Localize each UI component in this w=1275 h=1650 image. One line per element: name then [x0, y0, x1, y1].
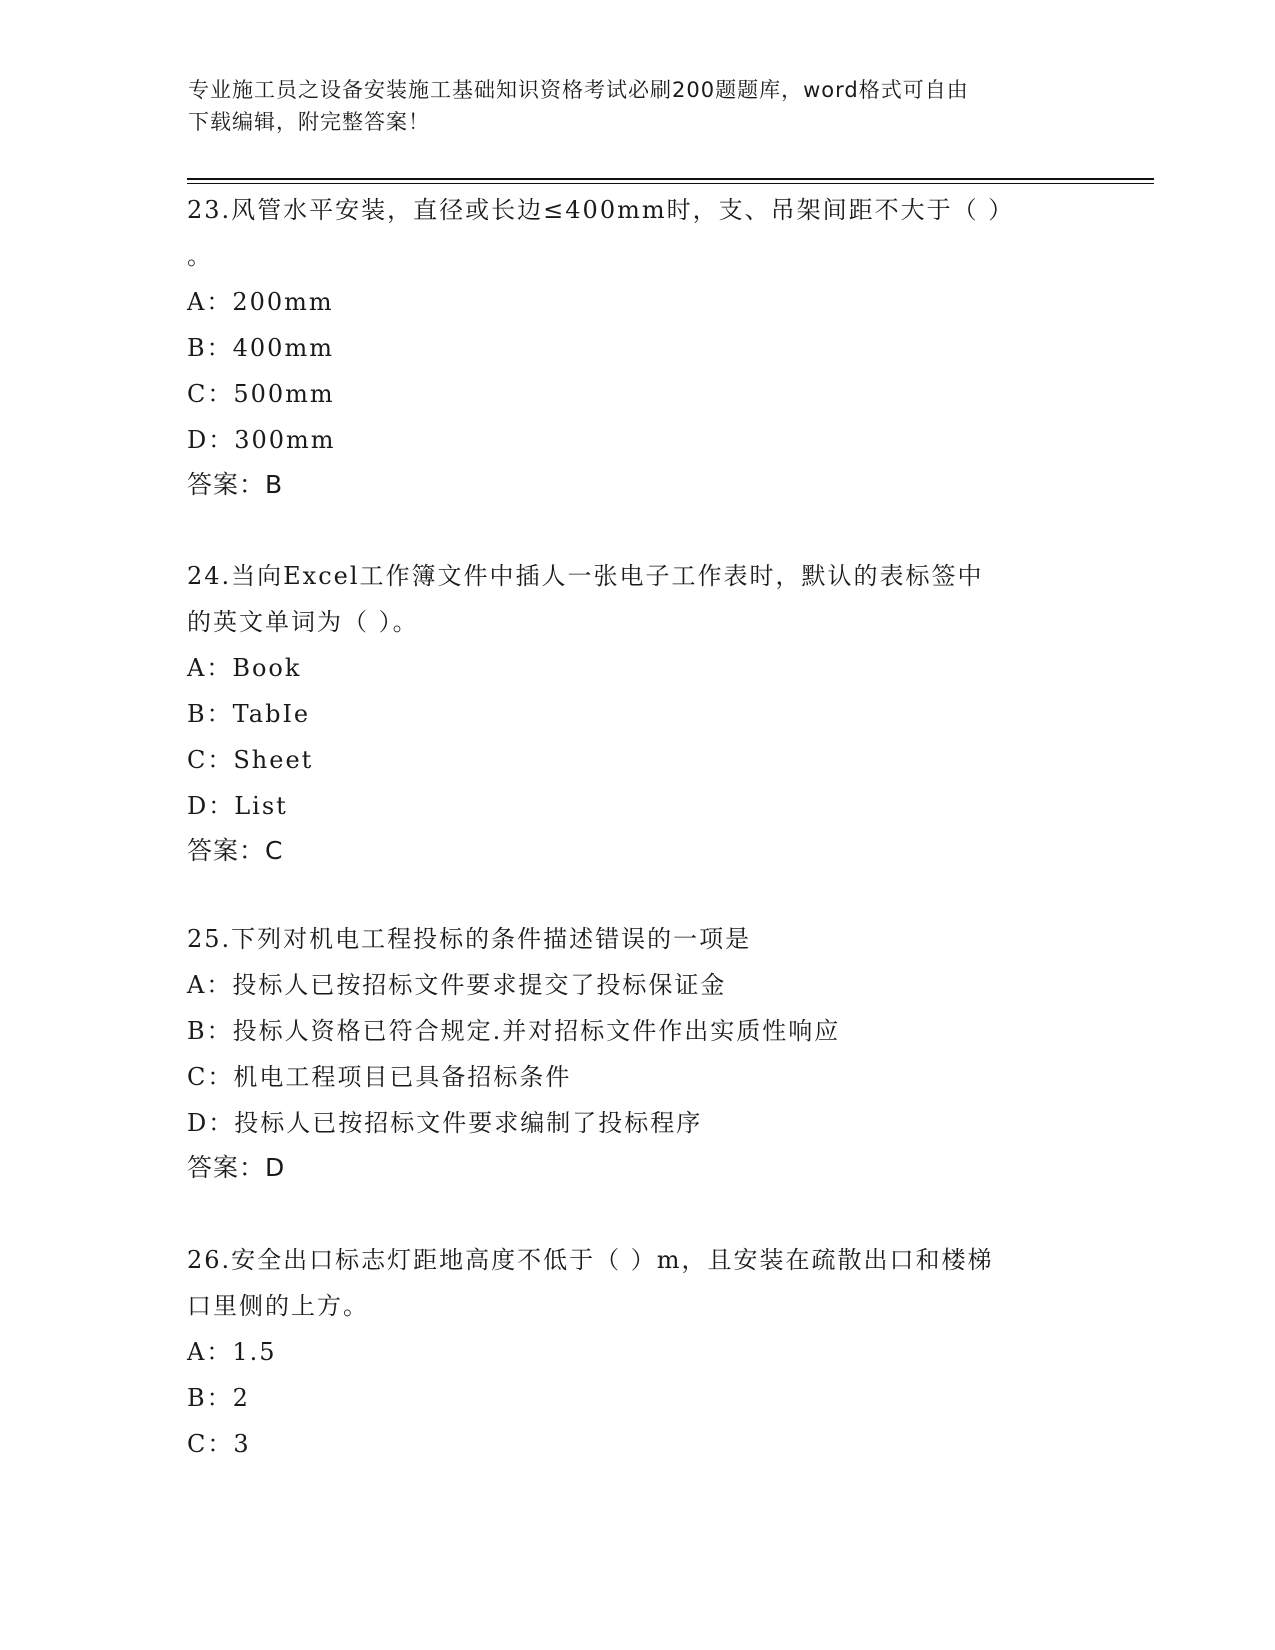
question-stem-continued: 的英文单词为（ ）。	[187, 608, 419, 636]
option-b: B：2	[187, 1384, 250, 1412]
question-26	[187, 1237, 1087, 1467]
question-stem-continued: 。	[187, 242, 213, 270]
option-a: A：投标人已按招标文件要求提交了投标保证金	[187, 971, 727, 999]
option-c: C：Sheet	[187, 746, 314, 774]
option-a: A：Book	[187, 654, 302, 682]
question-stem: 26.安全出口标志灯距地高度不低于（ ）m，且安装在疏散出口和楼梯	[187, 1246, 994, 1274]
option-d: D：投标人已按招标文件要求编制了投标程序	[187, 1109, 703, 1137]
question-23	[187, 187, 1087, 507]
option-a: A：200mm	[187, 288, 334, 316]
header-divider-thick	[187, 178, 1154, 180]
header-divider-thin	[187, 183, 1154, 184]
header-line-2: 下载编辑，附完整答案！	[188, 110, 430, 134]
option-b: B：投标人资格已符合规定.并对招标文件作出实质性响应	[187, 1017, 841, 1045]
question-24	[187, 553, 1087, 873]
option-a: A：1.5	[187, 1338, 277, 1366]
answer: 答案：B	[187, 470, 284, 499]
question-stem: 23.风管水平安装，直径或长边≤400mm时，支、吊架间距不大于（ ）	[187, 196, 1015, 224]
question-stem: 24.当向Excel工作簿文件中插人一张电子工作表时，默认的表标签中	[187, 562, 984, 590]
question-stem: 25.下列对机电工程投标的条件描述错误的一项是	[187, 925, 752, 953]
option-c: C：机电工程项目已具备招标条件	[187, 1063, 572, 1091]
option-d: D：300mm	[187, 426, 336, 454]
option-b: B：TabIe	[187, 700, 311, 728]
option-c: C：3	[187, 1430, 251, 1458]
question-stem-continued: 口里侧的上方。	[187, 1292, 369, 1320]
header-line-1: 专业施工员之设备安装施工基础知识资格考试必刷200题题库，word格式可自由	[188, 78, 969, 102]
question-25	[187, 916, 1087, 1190]
answer: 答案：C	[187, 836, 284, 865]
option-d: D：List	[187, 792, 288, 820]
option-c: C：500mm	[187, 380, 335, 408]
option-b: B：400mm	[187, 334, 334, 362]
document-header	[188, 74, 1068, 138]
answer: 答案：D	[187, 1153, 286, 1182]
